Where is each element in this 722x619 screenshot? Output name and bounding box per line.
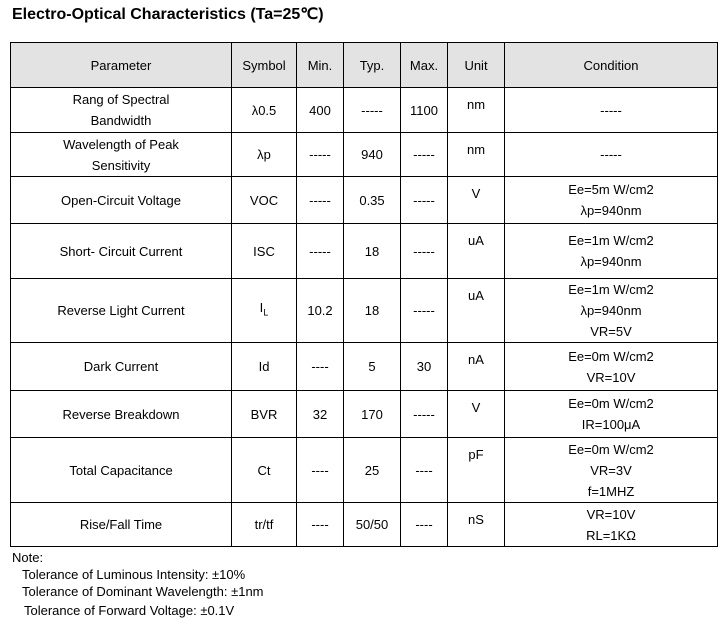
header-min: Min. — [297, 43, 344, 88]
symbol-text: tr/tf — [254, 517, 274, 532]
table-row — [11, 279, 718, 343]
cell-max: ----- — [401, 224, 448, 279]
condition-line: ----- — [600, 147, 622, 162]
table-row — [11, 133, 718, 177]
cell-max: ----- — [401, 391, 448, 438]
notes — [12, 549, 264, 619]
cell-symbol — [232, 391, 297, 438]
header-row — [11, 43, 718, 88]
symbol-text: λ0.5 — [251, 102, 277, 118]
parameter-line: Open-Circuit Voltage — [61, 192, 181, 208]
cell-unit: nA — [448, 343, 505, 391]
cell-symbol — [232, 177, 297, 224]
cell-parameter — [11, 88, 232, 133]
symbol-text: Id — [258, 359, 270, 374]
table-row — [11, 224, 718, 279]
condition-line: VR=10V — [586, 506, 636, 522]
cell-typ: 25 — [344, 438, 401, 503]
condition-line: VR=3V — [590, 462, 632, 478]
cell-symbol — [232, 438, 297, 503]
condition-line: IR=100μA — [581, 417, 641, 432]
cell-min: ----- — [297, 177, 344, 224]
header-unit: Unit — [448, 43, 505, 88]
condition-line: Ee=0m W/cm2 — [568, 396, 654, 411]
table-row — [11, 438, 718, 503]
characteristics-table — [10, 42, 718, 547]
cell-min: ---- — [297, 438, 344, 503]
cell-condition — [505, 343, 718, 391]
note-item: Tolerance of Forward Voltage: ±0.1V — [24, 603, 235, 618]
cell-min: ---- — [297, 343, 344, 391]
condition-line: λp=940nm — [580, 303, 642, 318]
symbol-text: BVR — [250, 406, 278, 422]
header-parameter: Parameter — [11, 43, 232, 88]
parameter-line: Rang of Spectral — [72, 92, 170, 107]
cell-condition — [505, 88, 718, 133]
symbol-text: Ct — [257, 462, 271, 478]
condition-line: Ee=0m W/cm2 — [568, 348, 654, 364]
cell-symbol — [232, 343, 297, 391]
cell-parameter — [11, 224, 232, 279]
condition-line: VR=10V — [586, 369, 636, 385]
condition-line: ----- — [600, 102, 622, 118]
cell-condition — [505, 133, 718, 177]
cell-min: ----- — [297, 133, 344, 177]
cell-max: ----- — [401, 177, 448, 224]
table-row — [11, 88, 718, 133]
cell-condition — [505, 438, 718, 503]
parameter-line: Dark Current — [83, 359, 159, 374]
cell-condition — [505, 224, 718, 279]
cell-unit: nm — [448, 88, 505, 133]
condition-line: λp=940nm — [580, 254, 642, 269]
cell-symbol — [232, 224, 297, 279]
table-row — [11, 391, 718, 438]
symbol-text: VOC — [249, 192, 279, 208]
cell-parameter — [11, 391, 232, 438]
cell-symbol — [232, 503, 297, 547]
page-title: Electro-Optical Characteristics (Ta=25℃) — [12, 6, 324, 23]
cell-typ: 18 — [344, 224, 401, 279]
cell-typ: 50/50 — [344, 503, 401, 547]
cell-typ: 0.35 — [344, 177, 401, 224]
cell-min: ----- — [297, 224, 344, 279]
cell-typ: ----- — [344, 88, 401, 133]
header-max: Max. — [401, 43, 448, 88]
header-symbol: Symbol — [232, 43, 297, 88]
cell-typ: 5 — [344, 343, 401, 391]
cell-min: 10.2 — [297, 279, 344, 343]
symbol-text: I — [259, 300, 264, 316]
condition-line: Ee=1m W/cm2 — [568, 233, 654, 248]
cell-min: 400 — [297, 88, 344, 133]
cell-min: ---- — [297, 503, 344, 547]
symbol-subscript: L — [263, 307, 269, 318]
cell-symbol — [232, 133, 297, 177]
cell-max: ---- — [401, 438, 448, 503]
cell-max: 1100 — [401, 88, 448, 133]
cell-max: ---- — [401, 503, 448, 547]
note-item: Tolerance of Dominant Wavelength: ±1nm — [22, 584, 264, 599]
cell-unit: uA — [448, 224, 505, 279]
cell-condition — [505, 279, 718, 343]
cell-parameter — [11, 279, 232, 343]
parameter-line: Wavelength of Peak — [63, 136, 179, 152]
cell-parameter — [11, 343, 232, 391]
condition-line: f=1MHZ — [587, 483, 635, 499]
symbol-text: λp — [257, 147, 271, 162]
cell-unit: nS — [448, 503, 505, 547]
cell-parameter — [11, 438, 232, 503]
table-row — [11, 503, 718, 547]
cell-typ: 170 — [344, 391, 401, 438]
cell-condition — [505, 177, 718, 224]
cell-unit: V — [448, 177, 505, 224]
cell-symbol — [232, 279, 297, 343]
cell-parameter — [11, 177, 232, 224]
cell-parameter — [11, 503, 232, 547]
parameter-line: Total Capacitance — [69, 462, 173, 478]
cell-unit: pF — [448, 438, 505, 503]
cell-unit: nm — [448, 133, 505, 177]
header-typ: Typ. — [344, 43, 401, 88]
parameter-line: Reverse Light Current — [57, 303, 185, 318]
condition-line: RL=1KΩ — [586, 527, 636, 543]
cell-min: 32 — [297, 391, 344, 438]
parameter-line: Sensitivity — [91, 157, 151, 173]
cell-max: 30 — [401, 343, 448, 391]
condition-line: Ee=1m W/cm2 — [568, 282, 654, 297]
cell-condition — [505, 391, 718, 438]
header-condition: Condition — [505, 43, 718, 88]
parameter-line: Short- Circuit Current — [59, 243, 183, 259]
condition-line: VR=5V — [590, 324, 632, 339]
cell-unit: uA — [448, 279, 505, 343]
cell-typ: 18 — [344, 279, 401, 343]
note-item: Tolerance of Luminous Intensity: ±10% — [22, 567, 246, 582]
cell-parameter — [11, 133, 232, 177]
cell-max: ----- — [401, 279, 448, 343]
parameter-line: Rise/Fall Time — [79, 517, 163, 532]
table-row — [11, 177, 718, 224]
condition-line: Ee=5m W/cm2 — [568, 182, 654, 197]
cell-typ: 940 — [344, 133, 401, 177]
notes-title: Note: — [12, 550, 44, 565]
cell-max: ----- — [401, 133, 448, 177]
condition-line: λp=940nm — [580, 203, 642, 218]
parameter-line: Bandwidth — [90, 113, 152, 128]
cell-condition — [505, 503, 718, 547]
cell-symbol — [232, 88, 297, 133]
condition-line: Ee=0m W/cm2 — [568, 441, 654, 457]
symbol-text: ISC — [253, 243, 275, 259]
parameter-line: Reverse Breakdown — [62, 406, 180, 422]
table-row — [11, 343, 718, 391]
cell-unit: V — [448, 391, 505, 438]
